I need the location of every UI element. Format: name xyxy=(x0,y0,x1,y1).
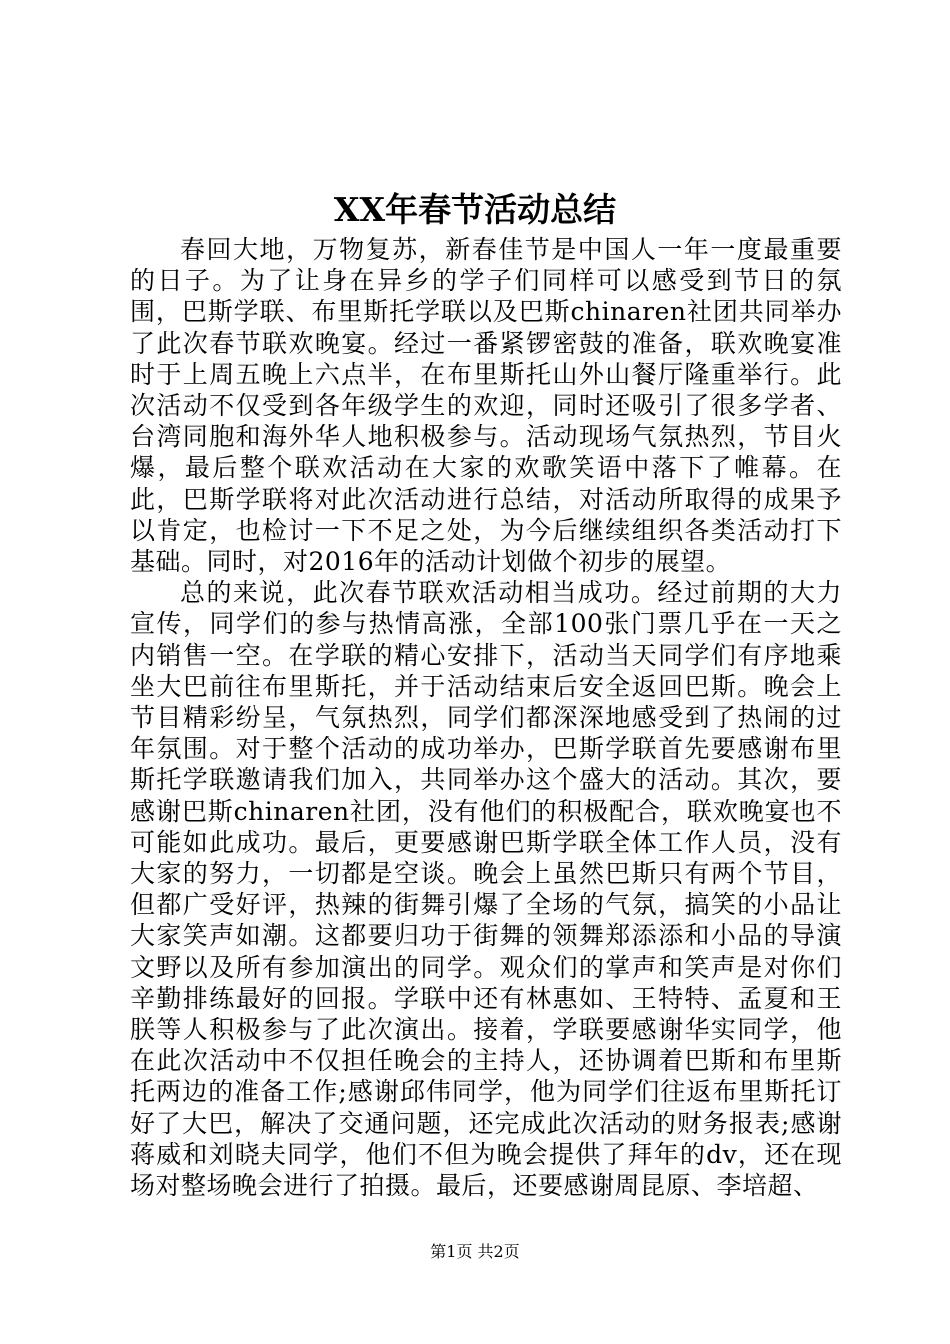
document-title: XX年春节活动总结 xyxy=(333,190,617,229)
paragraph-intro: 春回大地，万物复苏，新春佳节是中国人一年一度最重要的日子。为了让身在异乡的学子们同样可以感受到节日的氛围，巴斯学联、布里斯托学联以及巴斯chinaren社团共同举办了此次春节联欢晚宴。经过一番紧锣密鼓的准备，联欢晚宴准时于上周五晚上六点半，在布里斯托山外山餐厅隆重举行。此次活动不仅受到各年级学生的欢迎，同时还吸引了很多学者、台湾同胞和海外华人地积极参与。活动现场气氛热烈，节目火爆，最后整个联欢活动在大家的欢歌笑语中落下了帷幕。在此，巴斯学联将对此次活动进行总结，对活动所取得的成果予以肯定，也检讨一下不足之处，为今后继续组织各类活动打下基础。同时，对2016年的活动计划做个初步的展望。 xyxy=(130,235,842,577)
paragraph-summary: 总的来说，此次春节联欢活动相当成功。经过前期的大力宣传，同学们的参与热情高涨，全部100张门票几乎在一天之内销售一空。在学联的精心安排下，活动当天同学们有序地乘坐大巴前往布里斯托，并于活动结束后安全返回巴斯。晚会上节目精彩纷呈，气氛热烈，同学们都深深地感受到了热闹的过年氛围。对于整个活动的成功举办，巴斯学联首先要感谢布里斯托学联邀请我们加入，共同举办这个盛大的活动。其次，要感谢巴斯chinaren社团，没有他们的积极配合，联欢晚宴也不可能如此成功。最后，更要感谢巴斯学联全体工作人员，没有大家的努力，一切都是空谈。晚会上虽然巴斯只有两个节目，但都广受好评，热辣的街舞引爆了全场的气氛，搞笑的小品让大家笑声如潮。这都要归功于街舞的领舞郑添添和小品的导演文野以及所有参加演出的同学。观众们的掌声和笑声是对你们辛勤排练最好的回报。学联中还有林惠如、王特特、孟夏和王朕等人积极参与了此次演出。接着，学联要感谢华实同学，他在此次活动中不仅担任晚会的主持人，还协调着巴斯和布里斯托两边的准备工作;感谢邱伟同学，他为同学们往返布里斯托订好了大巴，解决了交通问题，还完成此次活动的财务报表;感谢蒋威和刘晓夫同学，他们不但为晚会提供了拜年的dv，还在现场对整场晚会进行了拍摄。最后，还要感谢周昆原、李培超、 xyxy=(130,578,842,1201)
document-body xyxy=(130,234,842,1201)
page-footer: 第1页 共2页 xyxy=(430,1242,520,1261)
